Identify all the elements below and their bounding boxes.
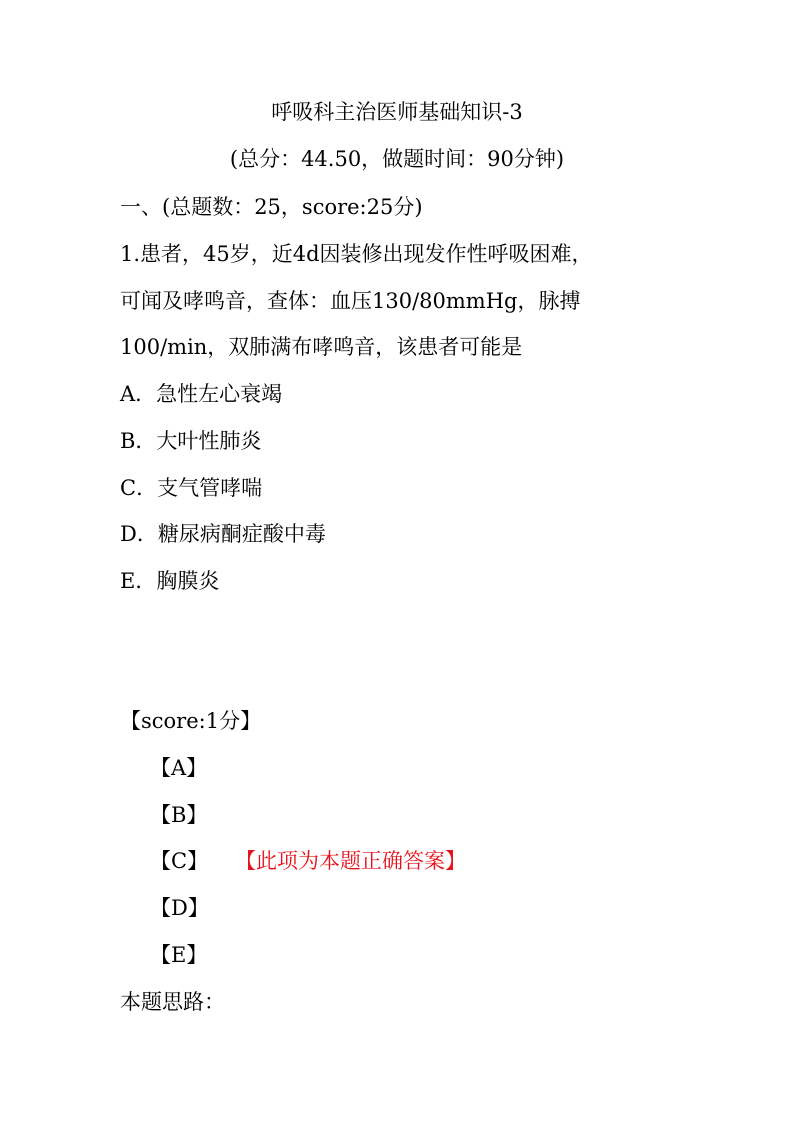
option-a: A．急性左心衰竭 bbox=[120, 382, 283, 406]
question-stem-line: 1.患者，45岁，近4d因装修出现发作性呼吸困难， bbox=[120, 242, 593, 266]
document-subtitle: (总分：44.50，做题时间：90分钟) bbox=[229, 147, 565, 171]
question-stem-line: 可闻及哮鸣音，查体：血压130/80mmHg，脉搏 bbox=[120, 289, 581, 313]
answer-score: 【score:1分】 bbox=[120, 709, 262, 733]
answer-choice-e: 【E】 bbox=[150, 943, 208, 967]
answer-choice-c: 【C】 bbox=[150, 849, 209, 873]
answer-choice-b: 【B】 bbox=[150, 803, 208, 827]
analysis-label: 本题思路： bbox=[120, 990, 225, 1014]
option-e: E．胸膜炎 bbox=[120, 569, 220, 593]
answer-choice-a: 【A】 bbox=[150, 756, 208, 780]
option-b: B．大叶性肺炎 bbox=[120, 429, 262, 453]
section-heading: 一、(总题数：25，score:25分) bbox=[120, 195, 423, 219]
correct-answer-note: 【此项为本题正确答案】 bbox=[235, 849, 466, 873]
option-d: D．糖尿病酮症酸中毒 bbox=[120, 522, 326, 546]
answer-choice-d: 【D】 bbox=[150, 896, 209, 920]
option-c: C．支气管哮喘 bbox=[120, 476, 263, 500]
document-title: 呼吸科主治医师基础知识-3 bbox=[271, 100, 523, 124]
question-stem-line: 100/min，双肺满布哮鸣音，该患者可能是 bbox=[120, 335, 523, 359]
